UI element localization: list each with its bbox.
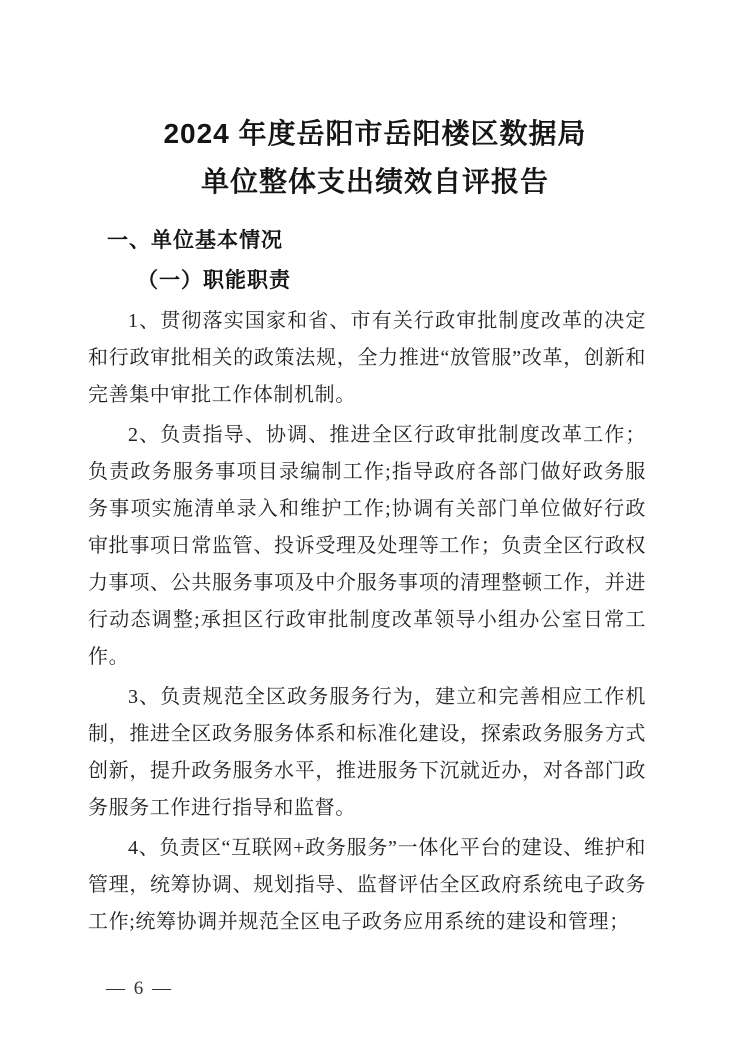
document-title-line-1: 2024 年度岳阳市岳阳楼区数据局 <box>163 118 587 149</box>
body-paragraph-4: 4、负责区“互联网+政务服务”一体化平台的建设、维护和管理，统筹协调、规划指导、监督评估全区政府系统电子政务工作;统筹协调并规范全区电子政务应用系统的建设和管理； <box>88 837 646 933</box>
document-title-line-2: 单位整体支出绩效自评报告 <box>200 166 549 197</box>
subsection-heading-duties: （一）职能职责 <box>137 269 291 292</box>
body-text-block <box>88 303 646 944</box>
body-paragraph-2: 2、负责指导、协调、推进全区行政审批制度改革工作；负责政务服务事项目录编制工作;指导政府各部门做好政务服务事项实施清单录入和维护工作;协调有关部门单位做好行政审批事项日常监管、投诉受理及处理等工作；负责全区行政权力事项、公共服务事项及中介服务事项的清理整顿工作，并进行动态调整;承担区行政审批制度改革领导小组办公室日常工作。 <box>88 424 646 668</box>
body-paragraph-3: 3、负责规范全区政务服务行为，建立和完善相应工作机制，推进全区政务服务体系和标准化建设，探索政务服务方式创新，提升政务服务水平，推进服务下沉就近办，对各部门政务服务工作进行指导和监督。 <box>88 686 646 819</box>
section-heading-basic-info: 一、单位基本情况 <box>107 229 283 252</box>
page-number: — 6 — <box>106 978 173 999</box>
body-paragraph-1: 1、贯彻落实国家和省、市有关行政审批制度改革的决定和行政审批相关的政策法规，全力推进“放管服”改革，创新和完善集中审批工作体制机制。 <box>88 310 646 406</box>
document-title <box>0 110 750 206</box>
